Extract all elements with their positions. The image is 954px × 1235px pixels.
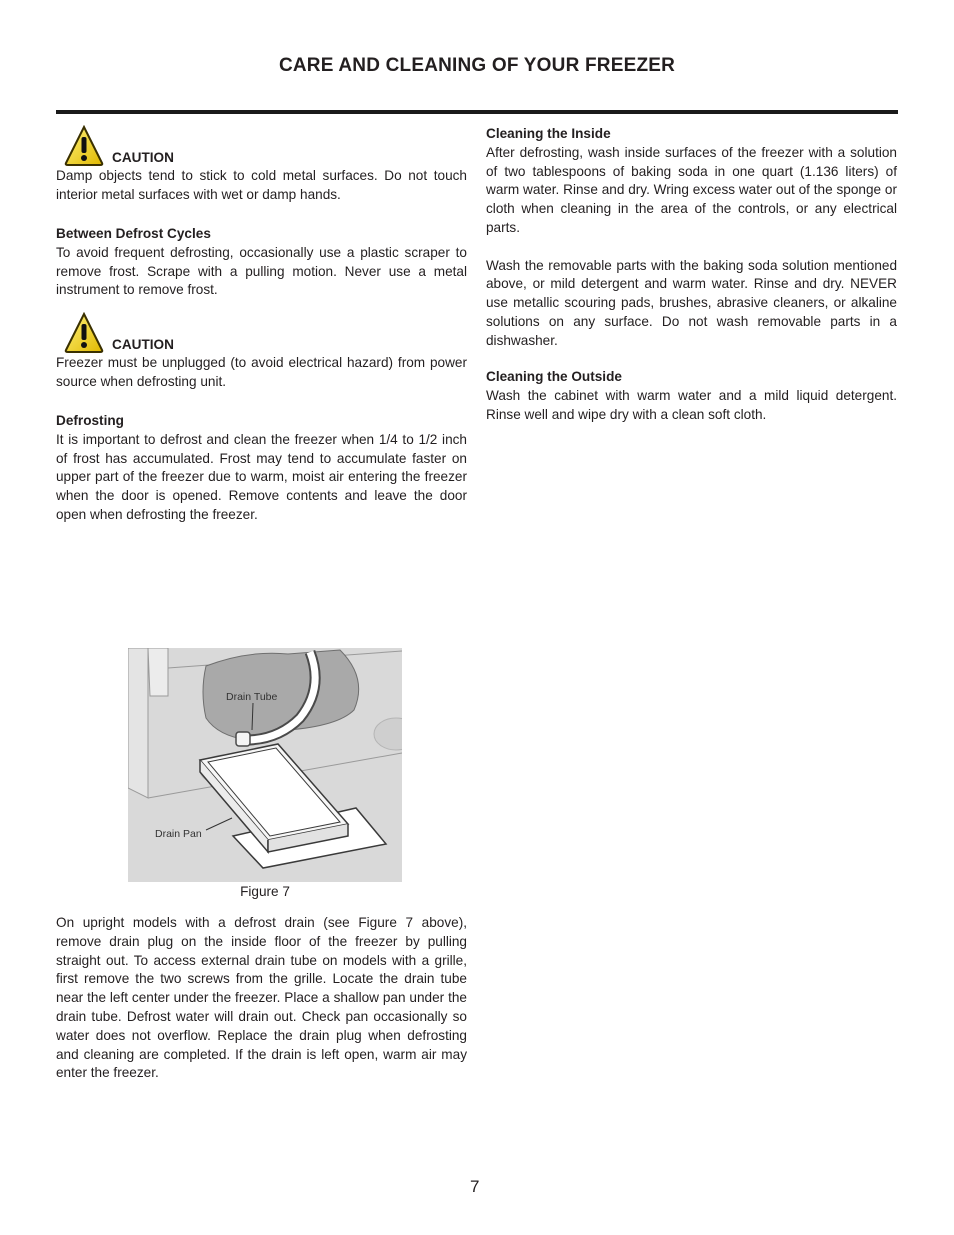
section-cleaning-outside (486, 368, 897, 424)
section-text: To avoid frequent defrosting, occasionally use a plastic scraper to remove frost. Scrape with a pulling motion. Never use a metal instrument to remove frost. (56, 244, 467, 298)
drain-tube-label: Drain Tube (226, 691, 278, 703)
drain-figure-illustration (128, 648, 402, 882)
warning-triangle-icon (64, 125, 104, 167)
section-heading: Defrosting (56, 413, 124, 428)
caution-text: Damp objects tend to stick to cold metal surfaces. Do not touch interior metal surfaces with wet or damp hands. (56, 168, 467, 202)
caution-text: Freezer must be unplugged (to avoid electrical hazard) from power source when defrosting unit. (56, 355, 467, 389)
figure-caption: Figure 7 (240, 884, 290, 899)
section-text: On upright models with a defrost drain (see Figure 7 above), remove drain plug on the inside floor of the freezer by pulling straight out. To access external drain tube on models with a grille, first remove the two screws from the grille. Locate the drain tube near the left center under the freezer. Place a shallow pan under the drain tube. Defrost water will drain out. Check pan occasionally so water does not overflow. Replace the drain plug when defrosting and cleaning are completed. If the drain is left open, warm air may enter the freezer. (56, 915, 467, 1081)
section-text: Wash the removable parts with the baking soda solution mentioned above, or mild detergent and warm water. Rinse and dry. NEVER use metallic scouring pads, brushes, abrasive cleaners, or alkaline solutions on any surface. Do not wash removable parts in a dishwasher. (486, 257, 897, 348)
page-title: CARE AND CLEANING OF YOUR FREEZER (278, 55, 676, 76)
section-defrosting (56, 412, 467, 525)
section-heading: Cleaning the Outside (486, 369, 622, 384)
section-cleaning-inside (486, 125, 897, 351)
section-drain (56, 914, 467, 1083)
drain-pan-label: Drain Pan (155, 828, 202, 840)
caution-label: CAUTION (112, 150, 174, 165)
caution-block-damp (56, 125, 467, 205)
section-between-defrost (56, 225, 467, 300)
section-heading: Cleaning the Inside (486, 126, 611, 141)
section-text: Wash the cabinet with warm water and a mild liquid detergent. Rinse well and wipe dry with a clean soft cloth. (486, 387, 897, 422)
caution-block-unplug (56, 312, 467, 392)
page-number: 7 (470, 1177, 480, 1196)
caution-header (56, 312, 467, 354)
section-text: It is important to defrost and clean the freezer when 1/4 to 1/2 inch of frost has accumulated. Frost may tend to accumulate faster on upper part of the freezer due to warm, moist air entering the freezer when the door is opened. Remove contents and leave the door open when defrosting the freezer. (56, 431, 467, 522)
section-text: After defrosting, wash inside surfaces of the freezer with a solution of two tablespoons of baking soda in one quart (1.136 liters) of warm water. Rinse and dry. Wring excess water out of the sponge or cloth when cleaning in the area of the controls, or any electrical parts. (486, 144, 897, 235)
caution-header (56, 125, 467, 167)
header-rule (56, 110, 898, 114)
warning-triangle-icon (64, 312, 104, 354)
caution-label: CAUTION (112, 337, 174, 352)
section-heading: Between Defrost Cycles (56, 226, 211, 241)
